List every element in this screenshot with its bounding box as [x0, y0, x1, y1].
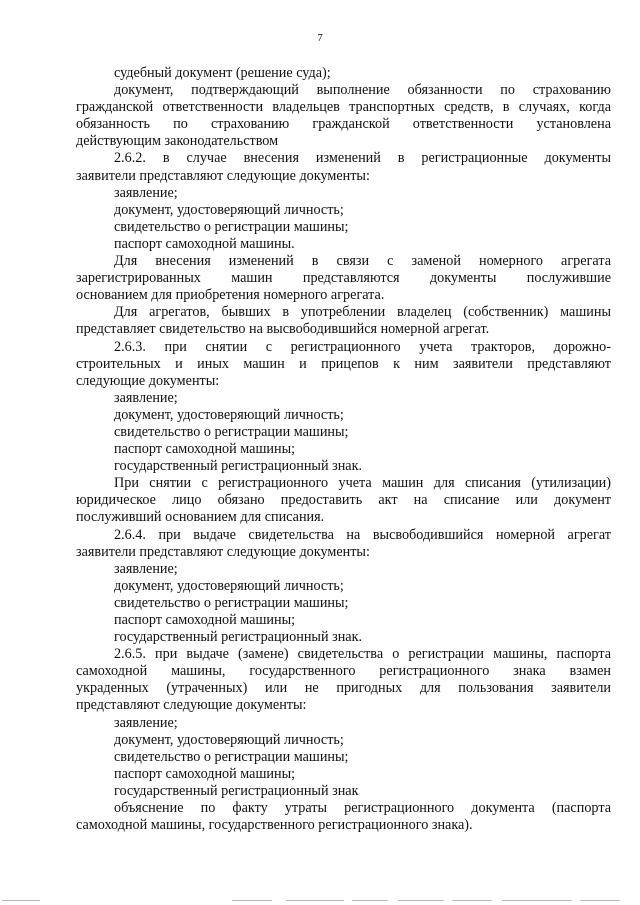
text-line: представляют следующие документы:: [76, 697, 307, 714]
text-line: свидетельство о регистрации машины;: [114, 748, 349, 765]
text-line: государственный регистрационный знак.: [114, 629, 363, 646]
text-line: заявители представляют следующие документы:: [76, 167, 370, 184]
text-line: 2.6.3. при снятии с регистрационного учета тракторов, дорожно-: [114, 338, 611, 355]
text-line: Для агрегатов, бывших в употреблении владелец (собственник) машины: [114, 304, 611, 321]
text-line: свидетельство о регистрации машины;: [114, 423, 349, 440]
text-line: обязанность по страхованию гражданской ответственности установлена: [76, 116, 611, 133]
text-line: основанием для приобретения номерного агрегата.: [76, 287, 385, 304]
text-line: самоходной машины, государственного регистрационного знака взамен: [76, 663, 611, 680]
scan-artifact-strip: [0, 898, 640, 904]
text-line: Для внесения изменений в связи с заменой номерного агрегата: [114, 253, 611, 270]
text-line: государственный регистрационный знак: [114, 782, 359, 799]
text-line: действующим законодательством: [76, 133, 279, 150]
text-line: документ, удостоверяющий личность;: [114, 406, 344, 423]
text-line: заявители представляют следующие документы:: [76, 543, 370, 560]
text-line: свидетельство о регистрации машины;: [114, 218, 349, 235]
text-line: украденных (утраченных) или не пригодных для пользования заявители: [76, 680, 611, 697]
text-line: документ, подтверждающий выполнение обязанности по страхованию: [114, 82, 611, 99]
text-line: зарегистрированных машин представляются документы послужившие: [76, 270, 611, 287]
text-line: следующие документы:: [76, 372, 220, 389]
text-line: гражданской ответственности владельцев транспортных средств, в случаях, когда: [76, 99, 611, 116]
text-line: юридическое лицо обязано предоставить акт на списание или документ: [76, 492, 611, 509]
text-line: заявление;: [114, 560, 178, 577]
text-line: паспорт самоходной машины.: [114, 235, 295, 252]
text-line: документ, удостоверяющий личность;: [114, 201, 344, 218]
text-line: При снятии с регистрационного учета машин для списания (утилизации): [114, 475, 611, 492]
text-line: строительных и иных машин и прицепов к ним заявители представляют: [76, 355, 611, 372]
text-line: объяснение по факту утраты регистрационного документа (паспорта: [114, 800, 611, 817]
text-line: заявление;: [114, 714, 178, 731]
text-line: заявление;: [114, 389, 178, 406]
page-number: 7: [317, 32, 323, 44]
text-line: паспорт самоходной машины;: [114, 765, 296, 782]
text-line: паспорт самоходной машины;: [114, 612, 296, 628]
text-line: 2.6.5. при выдаче (замене) свидетельства о регистрации машины, паспорта: [114, 646, 611, 663]
text-line: самоходной машины, государственного регистрационного знака).: [76, 817, 473, 834]
document-body: [76, 65, 611, 834]
text-line: 2.6.4. при выдаче свидетельства на высвободившийся номерной агрегат: [114, 526, 611, 543]
text-line: свидетельство о регистрации машины;: [114, 594, 349, 611]
text-line: 2.6.2. в случае внесения изменений в регистрационные документы: [114, 150, 611, 167]
text-line: представляет свидетельство на высвободившийся номерной агрегат.: [76, 321, 490, 338]
text-line: документ, удостоверяющий личность;: [114, 731, 344, 748]
text-line: заявление;: [114, 184, 178, 201]
text-line: государственный регистрационный знак.: [114, 458, 363, 475]
text-line: паспорт самоходной машины;: [114, 441, 296, 458]
text-line: послуживший основанием для списания.: [76, 509, 325, 526]
text-line: судебный документ (решение суда);: [114, 65, 331, 81]
text-line: документ, удостоверяющий личность;: [114, 577, 344, 594]
